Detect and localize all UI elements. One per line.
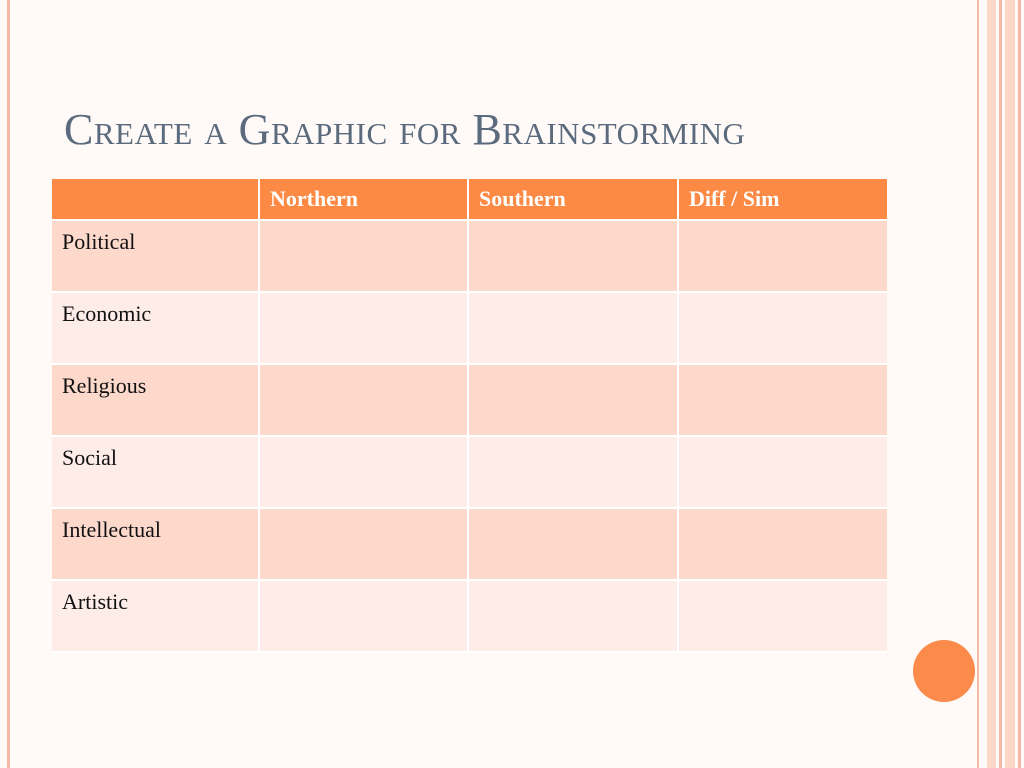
- table-cell[interactable]: [678, 580, 887, 652]
- table-cell[interactable]: [259, 220, 468, 292]
- table-cell[interactable]: [468, 220, 678, 292]
- table-cell[interactable]: [259, 508, 468, 580]
- table-row: [52, 508, 887, 580]
- table-cell[interactable]: [259, 580, 468, 652]
- table-cell[interactable]: [468, 508, 678, 580]
- left-border-decoration: [7, 0, 10, 768]
- table-header-row: [52, 179, 887, 220]
- table-cell[interactable]: [259, 364, 468, 436]
- table-cell[interactable]: [678, 292, 887, 364]
- right-border-decoration: [977, 0, 1024, 768]
- brainstorm-table: [52, 179, 887, 653]
- header-cell-southern: Southern: [468, 179, 678, 220]
- table-cell[interactable]: [468, 436, 678, 508]
- table-cell[interactable]: [678, 508, 887, 580]
- border-stripe: [1018, 0, 1021, 768]
- table-row: [52, 364, 887, 436]
- header-cell-northern: Northern: [259, 179, 468, 220]
- border-stripe: [1005, 0, 1015, 768]
- table-cell[interactable]: [259, 436, 468, 508]
- row-label: Intellectual: [52, 508, 259, 580]
- table-cell[interactable]: [468, 580, 678, 652]
- table-row: [52, 580, 887, 652]
- row-label: Political: [52, 220, 259, 292]
- table-cell[interactable]: [678, 436, 887, 508]
- header-cell-empty: [52, 179, 259, 220]
- border-stripe: [987, 0, 996, 768]
- row-label: Economic: [52, 292, 259, 364]
- table-cell[interactable]: [468, 364, 678, 436]
- table-cell[interactable]: [468, 292, 678, 364]
- table-row: [52, 292, 887, 364]
- table-cell[interactable]: [259, 292, 468, 364]
- row-label: Religious: [52, 364, 259, 436]
- border-stripe: [977, 0, 979, 768]
- slide-title: Create a Graphic for Brainstorming: [64, 105, 746, 154]
- header-cell-diff-sim: Diff / Sim: [678, 179, 887, 220]
- table-row: [52, 436, 887, 508]
- row-label: Social: [52, 436, 259, 508]
- table-cell[interactable]: [678, 220, 887, 292]
- table-row: [52, 220, 887, 292]
- table-cell[interactable]: [678, 364, 887, 436]
- border-stripe: [999, 0, 1002, 768]
- decorative-circle: [913, 640, 975, 702]
- row-label: Artistic: [52, 580, 259, 652]
